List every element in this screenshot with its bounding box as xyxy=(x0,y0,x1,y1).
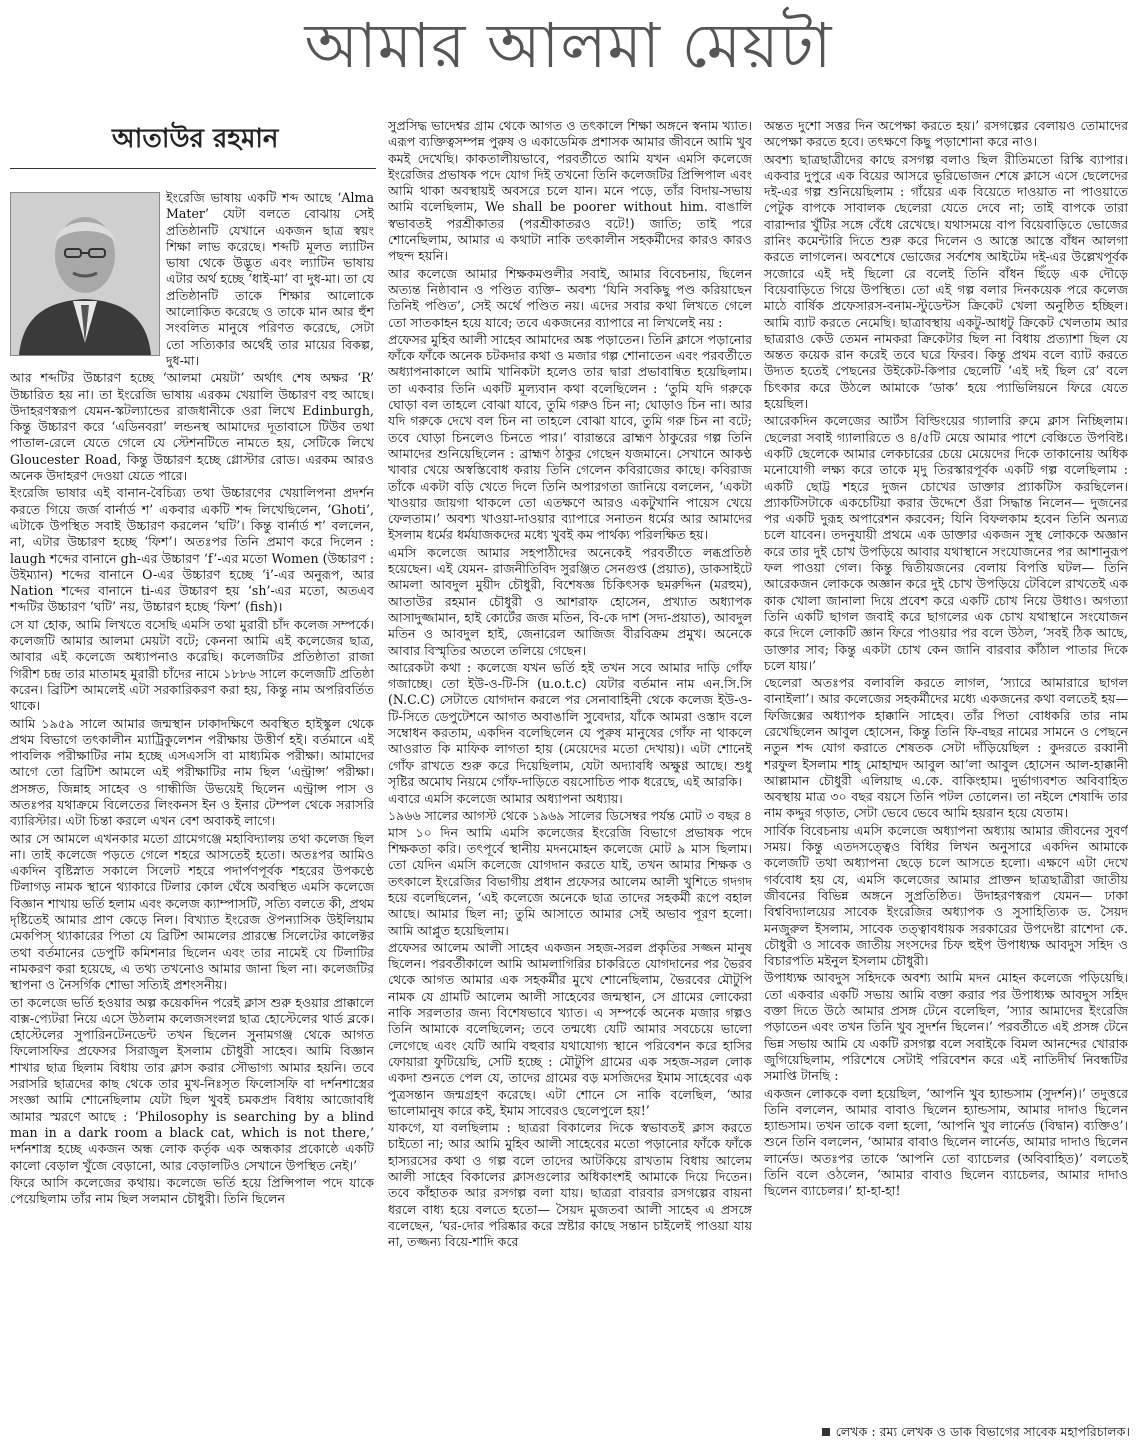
paragraph: ইংরেজি ভাষার এই বানান-বৈচিত্র্য তথা উচ্চারণের খেয়ালিপনা প্রদর্শন করতে গিয়ে জর্জ বার্নার্ড শ’ একবার একটি শব্দ লিখেছিলেন, ‘Ghoti’, এটাকে উপস্থিত সবাই উচ্চারণ করলেন ‘ঘটি’। কিন্তু বার্নার্ড শ’ বললেন, না, এটার উচ্চারণ হচ্ছে ‘ফিশ’। অতঃপর তিনি প্রমাণ করে দিলেন : laugh শব্দের বানানে gh-এর উচ্চারণ ‘f’-এর মতো Women (উচ্চারণ : উইম্যান) শব্দের বানানে O-এর উচ্চারণ হচ্ছে ‘i’-এর অনুরূপ, আর Nation শব্দের বানানে ti-এর উচ্চারণ হয় ‘sh’-এর মতো, অতএব শব্দটির উচ্চারণ ‘ঘটি’ নয়, উচ্চারণ হচ্ছে ‘ফিশ’ (fish)। xyxy=(10,485,374,615)
paragraph: আমি ১৯৫৯ সালে আমার জন্মস্থান ঢাকাদক্ষিণে অবস্থিত হাইস্কুল থেকে প্রথম বিভাগে তৎকালীন ম্যাট্রিকুলেশন পরীক্ষায় উত্তীর্ণ হই। বর্তমানে এই পাবলিক পরীক্ষাটির নাম হচ্ছে এসএসসি বা মাধ্যমিক পরীক্ষা। আমাদের আগে তো ব্রিটিশ আমলে এই পরীক্ষাটির নাম ছিল ‘এন্ট্রান্স’ পরীক্ষা। প্রসঙ্গত, জিন্নাহ সাহেব ও গান্ধীজি উভয়েই ছিলেন এন্ট্রান্স পাস ও অতঃপর যথাক্রমে বিলেতের লিংকনস ইন ও ইনার টেম্পল থেকে সরাসরি ব্যারিস্টার। এটা চিন্তা করলে এখন বেশ অবাকই লাগে। xyxy=(10,715,374,829)
paragraph: এমসি কলেজে আমার সহপাঠীদের অনেকেই পরবর্তীতে লব্ধপ্রতিষ্ঠ হয়েছেন। এই যেমন- রাজনীতিবিদ সুরঞ্জিত সেনগুপ্ত (প্রয়াত), ডাকসাইটে আমলা আবদুল মুয়ীদ চৌধুরী, বিশেষজ্ঞ চিকিৎসক ছমরুদ্দিন (মরহুম), আতাউর রহমান চৌধুরী ও আশরাফ হোসেন, প্রখ্যাত অধ্যাপক আসাদুজ্জামান, হাই কোর্টের জজ মতিন, বি-কে দাশ (সদ্য-প্রয়াত), আবদুল মতিন ও আবদুল হাই, জেনারেল আজিজ বীরবিক্রম প্রমুখ। অনেকে আবার বিস্মৃতির অতলে তলিয়ে গেছেন। xyxy=(388,544,752,658)
paragraph: সার্বিক বিবেচনায় এমসি কলেজে অধ্যাপনা অধ্যায় আমার জীবনের সুবর্ণ সময়। কিন্তু এতদসত্ত্বেও বিধির লিখন অনুসারে একদিন আমাকে কলেজটি তথা অধ্যাপনা ছেড়ে চলে আসতে হলো। এক্ষণে এটা দেখে গর্ববোধ হয় যে, এমসি কলেজের আমার প্রাক্তন ছাত্রছাত্রীরা জাতীয় জীবনের বিভিন্ন অঙ্গনে সুপ্রতিষ্ঠিত। উদাহরণস্বরূপ যেমন— ঢাকা বিশ্ববিদ্যালয়ের সাবেক ইংরেজির অধ্যাপক ও সুসাহিত্যিক ড. সৈয়দ মনজুরুল ইসলাম, সাবেক তত্ত্বাবধায়ক সরকারের উপদেষ্টা রাশেদা কে. চৌধুরী ও সাবেক জাতীয় সংসদের চিফ হুইপ উপাধ্যক্ষ আবদুস সহিদ ও বিচারপতি মইনুল ইসলাম চৌধুরী। xyxy=(764,822,1128,969)
photo-wrap-spacer xyxy=(10,190,166,358)
footnote-text: লেখক : রম্য লেখক ও ডাক বিভাগের সাবেক মহাপরিচালক। xyxy=(835,1424,1130,1439)
paragraph: ছেলেরা অতঃপর বলাবলি করতে লাগল, ‘স্যারে আমারারে ছাগল বানাইলা’। আর কলেজের সহকর্মীদের মধ্যে একজনের কথা বলতেই হয়— ফিজিক্সের অধ্যাপক হাক্কানি সাহেব। তাঁর পিতা বোধকরি তার নাম রেখেছিলেন আবুল হোসেন, কিন্তু তিনি ফি-বছর নামের সামনে ও পেছনে নতুন শব্দ যোগ করাতে শেষতক সেটা দাঁড়িয়েছিল : কুদরতে রব্বানী শরফুল ইসলাম শাহ্ মোহাম্মদ আবুল আ’লা আবুল হোসেন আল-হাক্কানী আল্লামান চৌধুরী এলিয়াছ এ.কে. বাকিংহাম। দুর্ভাগ্যবশত অবিবাহিত অবস্থায় মাত্র ৩০ বছর বয়সে তিনি পটল তোলেন। তা নইলে শেষাব্দি তার নাম কদ্দুর গড়াত, সেটা ভেবে ভেবে আমি হয়রান হয়ে যেতাম। xyxy=(764,675,1128,821)
paragraph: প্রফেসর মুহিব আলী সাহেব আমাদের অঙ্ক পড়াতেন। তিনি ক্লাসে পড়ানোর ফাঁকে ফাঁকে অনেক চটকদার কথা ও মজার গল্প শোনাতেন এবং পরবর্তীতে অধ্যাপনাকালে আমি খানিকটা হলেও তার দ্বারা প্রভাবান্বিত হয়েছিলাম। তা একবার তিনি একটি মূল্যবান কথা বলেছিলেন : ‘তুমি যদি গরুকে ঘোড়া বল তাহলে বোঝা যাবে, তুমি গরুও চিন না; ঘোড়াও চিন না। আর যদি গরুকে দেখে বল চিন না তাহলে বোঝা যাবে, তুমি গরু চিন না বটে; তবে ঘোড়া চিনলেও চিনতে পার।’ বারান্তরে ব্রাহ্মণ ঠাকুরের গল্প তিনি আমাদের শুনিয়েছিলেন : ব্রাহ্মণ ঠাকুর গেছেন যজমানে। সেখানে আকণ্ঠ খাবার খেয়ে অস্বস্তিবোধ করায় তিনি গেলেন কবিরাজের কাছে। কবিরাজ তাঁকে একটা বড়ি খেতে দিলে তিনি অপারগতা জানিয়ে বললেন, ‘একটা খাওয়ার জায়গা থাকলে তো এতক্ষণে আরও একটুখানি পায়েস খেয়ে ফেলতাম।’ অবশ্য খাওয়া-দাওয়ার ব্যাপারে সনাতন ধর্মের আর আমাদের ইসলাম ধর্মের ধর্মযাজকদের মধ্যে খুবই কম পার্থক্য পরিলক্ষিত হয়। xyxy=(388,331,752,543)
paragraph: ১৯৬৬ সালের আগস্ট থেকে ১৯৬৯ সালের ডিসেম্বর পর্যন্ত মোট ৩ বছর ৪ মাস ১০ দিন আমি এমসি কলেজের ইংরেজি বিভাগে প্রভাষক পদে শিক্ষকতা করি। তৎপূর্বে স্থানীয় মদনমোহন কলেজে মোট ৯ মাস ছিলাম। তো যেদিন এমসি কলেজে যোগদান করতে যাই, তখন আমার শিক্ষক ও তৎকালে ইংরেজির বিভাগীয় প্রধান প্রফেসর আলেম আলী খুশিতে গদগদ হয়ে বলেছিলেন, ‘এই কলেজে অনেকে ছাত্র তাদের সহকর্মী রূপে বহাল আছে। আমার ছিল না; তুমি আসাতে আমার সেই অভাব পূরণ হলো। আমি আপ্লুত হয়েছিলাম। xyxy=(388,808,752,938)
paragraph: এবারে এমসি কলেজে আমার অধ্যাপনা অধ্যায়। xyxy=(388,791,623,807)
author-divider xyxy=(10,168,376,169)
paragraph: উপাধ্যক্ষ আবদুস সহিদকে অবশ্য আমি মদন মোহন কলেজে পড়িয়েছি। তো একবার একটি সভায় আমি বক্তা করার পর উপাধ্যক্ষ আবদুস সহিদ বক্তা দিতে উঠে আমার প্রসঙ্গ টেনে বলেছিল, ‘স্যার আমাদের ইংরেজি পড়াতেন এবং তখন তিনি খুব সুদর্শন ছিলেন।’ পরবর্তীতে এই প্রসঙ্গ টেনে ভিন্ন সভায় আমি যে একটি রসগল্প বলে সবাইকে বিমল আনন্দের খোরাক জুগিয়েছিলাম, পরিশেষে সেটাই পরিবেশন করে এই নাতিদীর্ঘ নিবন্ধটির সমাপ্তি টানছি : xyxy=(764,970,1128,1084)
paragraph: অবশ্য ছাত্রছাত্রীদের কাছে রসগল্প বলাও ছিল রীতিমতো রিস্কি ব্যাপার। একবার দুপুরে এক বিয়ের আসরে ভূরিভোজন শেষে ক্লাসে এসে ছেলেদের দই-এর গল্প শুনিয়েছিলাম : গাঁয়ের এক বিয়েতে দাওয়াত না পাওয়াতে পেটুক বাপকে সাবালক ছেলেরা যেতে দেবে না; তাই বাপকে তারা বারান্দার খুঁটির সঙ্গে বেঁধে রেখেছে। যথাসময়ে বাপ বিয়েবাড়িতে ভোজের রানিং কমেন্টারি দিতে শুরু করে দিলেন ও আস্তে আস্তে বাঁধন আলগা করতে লাগলেন। অবশেষে ভোজের সর্বশেষ আইটেম দই-এর উল্লেখপূর্বক সজোরে এই দই ছিলো রে বলেই তিনি বাঁধন ছিঁড়ে এক দৌড়ে বিয়েবাড়িতে গিয়ে উপস্থিত। তো এই গল্প বলার দিনকয়েক পরে কলেজ মাঠে বার্ষিক প্রফেসারস-বনাম-স্টুডেন্টস ক্রিকেট খেলা অনুষ্ঠিত হচ্ছিল। আমি ব্যাট করতে নেমেছি। ছাত্রাবস্থায় একটু-আধটু ক্রিকেট খেলতাম আর ছাত্ররাও কেউ তেমন নামকরা ক্রিকেটার ছিল না বিধায় প্রত্যাশা ছিল যে অন্তত কয়েক রান করেই তবে ঘরে ফিরব। কিন্তু প্রথম বলে ব্যাট করতে উদ্যত হতেই পেছনের উইকেট-কিপার ছেলেটি ‘এই দই ছিল রে’ বলে চিৎকার করে উঠলে আমাকে ‘ডাক’ হয়ে প্যাভিলিয়নে ফিরে যেতে হয়েছিল। xyxy=(764,151,1128,412)
paragraph: ফিরে আসি কলেজের কথায়। কলেজে ভর্তি হয়ে প্রিন্সিপাল পদে যাকে পেয়েছিলাম তাঁর নাম ছিল সলমান চৌধুরী। তিনি ছিলেন xyxy=(10,1174,374,1207)
paragraph: ইংরেজি ভাষায় একটি শব্দ আছে ‘Alma Mater’ যেটা বলতে বোঝায় সেই প্রতিষ্ঠানটি যেখানে একজন ছাত্র স্বয়ং শিক্ষা লাভ করেছে। শব্দটি মূলত ল্যাটিন ভাষা থেকে উদ্ভূত এবং ল্যাটিন ভাষায় এটার অর্থ হচ্ছে ‘ধাই-মা’ বা দুধ-মা। তা যে প্রতিষ্ঠানটি তাকে শিক্ষার আলোকে আলোকিত করেছে ও তাকে মান আর হুঁশ সংবলিত মানুষে পরিণত করেছে, সেটা তো সত্যিকার অর্থেই তার মায়ের বিকল্প, দুধ-মা। xyxy=(166,190,374,368)
column-3 xyxy=(764,118,1128,1418)
paragraph: যাকগে, যা বলছিলাম : ছাত্ররা বিকালের দিকে স্বভাবতই ক্লাস করতে চাইতো না; আর আমি মুহিব আলী সাহেবের মতো পড়ানোর ফাঁকে ফাঁকে হাস্যরসের কথা ও গল্প বলে তাদের আটকিয়ে রাখতাম বিধায় আলেম আলী সাহেব বিকালের ক্লাসগুলোর অধিকাংশই আমাকে দিয়ে দিতেন। তবে কাঁহাতক আর রসগল্প বলা যায়। ছাত্ররা বারবার রসগল্পের বায়না ধরলে বাধ্য হয়ে বলতে হতো— সৈয়দ মুজতবা আলী সাহেব এ প্রসঙ্গে বলেছেন, ‘ঘর-দোর পরিষ্কার করে স্রষ্টার কাছে সন্তান চাইলেই পাওয়া যায় না, তজ্জন্য বিয়ে-শাদি করে xyxy=(388,1120,752,1250)
paragraph: আরেকদিন কলেজের আর্টস বিল্ডিংয়ের গ্যালারি রুমে ক্লাস নিচ্ছিলাম। ছেলেরা সবাই গ্যালারিতে ও ৪/৫টি মেয়ে আমার পাশে বেঞ্চিতে উপবিষ্ট। একটি ছেলেকে আমার লেকচারের চেয়ে মেয়েদের দিকে তাকানোয় অধিক মনোযোগী লক্ষ্য করে তাকে মৃদু তিরস্কারপূর্বক একটি গল্প বলেছিলাম : একটি ছোট্ট শহরে দুজন চোখের ডাক্তার প্র্যাকটিস করছিলেন। প্র্যাকটিসটাকে একচেটিয়া করার উদ্দেশে ওঁরা সিদ্ধান্ত নিলেন— দুজনের পর একটি দুরূহ অপারেশন করবেন; যিনি বিফলকাম হবেন তিনি অন্যত্র চলে যাবেন। তদনুযায়ী প্রথমে এক ডাক্তার একজন সুস্থ লোককে অজ্ঞান করে তার দুই চোখ উপড়িয়ে আবার যথাস্থানে সংযোজনের পর আশানুরূপ ফল পাওয়া গেল। কিন্তু দ্বিতীয়জনের বেলায় বিপত্তি ঘটল— তিনি আরেকজন লোককে অজ্ঞান করে দুই চোখ উপড়িয়ে টেবিলে রাখতেই এক কাক খোলা জানালা দিয়ে প্রবেশ করে একটি চোখ নিয়ে উধাও। অগত্যা তিনি একটি ছাগল জবাই করে ছাগলের এক চোখ যথাস্থানে সংযোজন করে দিলে লোকটি জ্ঞান ফিরে পাওয়ার পর বলে উঠল, ‘সবই ঠিক আছে, ডাক্তার সাব; কিন্তু একটা চোখ কেন জানি বারবার কাঁঠাল পাতার দিকে চলে যায়।’ xyxy=(764,413,1128,673)
paragraph: আরেকটা কথা : কলেজে যখন ভর্তি হই তখন সবে আমার দাড়ি গোঁফ গজাচ্ছে। তো ইউ-ও-টি-সি (u.o.t.c) যেটার বর্তমান নাম এন.সি.সি (N.C.C) সেটাতে যোগদান করলে পর সেনাবাহিনী থেকে কলেজ ইউ-ও-টি-সিতে ডেপুটেশনে আগত অবাঙালি সুবেদার, যাঁকে আমরা ওস্তাদ বলে সম্বোধন করতাম, একদিন বলেছিলেন যে পুরুষ মানুষের গোঁফ না থাকলে আওরাত কি মাফিক লাগতা হায় (মেয়েদের মতো দেখায়)। এটা শোনেই গোঁফ রাখতে শুরু করে দিয়েছিলাম, যেটা অদ্যাবধি অক্ষুণ্ণ আছে। শুধু সৃষ্টির অমোঘ নিয়মে গোঁফ-দাড়িতে বয়সোচিত পাক ধরেছে, এই আরকি। xyxy=(388,659,752,789)
paragraph: আর সে আমলে এখনকার মতো গ্রামেগঞ্জে মহাবিদ্যালয় তথা কলেজ ছিল না। তাই কলেজে পড়তে গেলে শহরে আসতেই হতো। অতঃপর আমিও একদিন বৃষ্টিস্নাত সকালে সিলেট শহরে পদার্পণপূর্বক শহরের উপকণ্ঠে টিলাগড় নামক স্থানে থ্যাকারে টিলার কোল ঘেঁষে অবস্থিত এমসি কলেজে বিজ্ঞান শাখায় ভর্তি হলাম এবং কলেজ ক্যাম্পাসটি, সত্যি বলতে কী, প্রথম দৃষ্টিতেই আমার প্রাণ কেড়ে নিল। বিখ্যাত ইংরেজ ঔপন্যাসিক উইলিয়াম মেকপিস্ থ্যাকারের পিতা যে ব্রিটিশ আমলের প্রারম্ভে সিলেটের কালেক্টর তথা বর্তমানের ডেপুটি কমিশনার ছিলেন এবং তার নামেই যে টিলাটির নামকরণ করা হয়েছে, এ তথ্য তখনোও আমার জানা ছিল না। কলেজটির স্থাপনা ও নৈসর্গিক শোভা সত্যিই প্রশংসনীয়। xyxy=(10,830,374,993)
paragraph: একজন লোককে বলা হয়েছিল, ‘আপনি খুব হ্যান্ডসাম (সুদর্শন)।’ তদুত্তরে তিনি বললেন, আমার বাবাও ছিলেন হ্যান্ডসাম, আমার দাদাও ছিলেন হ্যান্ডসাম। তখন তাকে বলা হলো, ‘আপনি খুব লার্নেড (বিদ্বান) ব্যক্তিও’। শুনে তিনি বললেন, ‘আমার বাবাও ছিলেন লার্নেড, আমার দাদাও ছিলেন লার্নেড। অতঃপর তাকে ‘আপনি তো ব্যাচেলর (অবিবাহিত)’ বলতেই তিনি বলে ওঠলেন, ‘আমার বাবাও ছিলেন ব্যাচেলর, আমার দাদাও ছিলেন ব্যাচেলর।’ হা-হা-হা! xyxy=(764,1085,1128,1199)
author-name: আতাউর রহমান xyxy=(112,124,279,154)
paragraph: অন্তত দুশো সত্তর দিন অপেক্ষা করতে হয়।’ রসগল্পের বেলায়ও তোমাদের অপেক্ষা করতে হবে। তৎক্ষণে কিছু পড়াশোনা করে নাও। xyxy=(764,118,1128,150)
paragraph: প্রফেসর আলেম আলী সাহেব একজন সহজ-সরল প্রকৃতির সজ্জন মানুষ ছিলেন। পরবর্তীকালে আমি আমলাগিরির চাকরিতে যোগদানের পর ভৈরব থেকে আগত আমার এক সহকর্মীর মুখে শোনেছিলাম, ভৈরবের মৌটুপি নামক যে গ্রামটি আলেম আলী সাহেবের জন্মস্থান, সে গ্রামের লোকেরা নাকি সরলতার জন্য বিশেষভাবে খ্যাত। এ সম্পর্কে অনেক মজার গল্পও তিনি আমাকে বলেছিলেন; তবে তন্মধ্যে যেটি আমার সবচেয়ে ভালো লেগেছে এবং যেটি আমি বহুবার যথাযোগ্য স্থানে পরিবেশন করে হাসির ফোয়ারা ফুটিয়েছি, সেটি হচ্ছে : মৌটুপি গ্রামের এক সহজ-সরল লোক একদা শুনতে পেল যে, তাদের গ্রামের বড় মসজিদের ইমাম সাহেবের এক পুত্রসন্তান জন্মগ্রহণ করেছে। এটা শোনে সে নাকি বলেছিল, ‘আর ভালোমানুষ কারে কই, ইমাম সাবেরও ছেলেপুলে হয়!’ xyxy=(388,939,752,1118)
article-title: আমার আলমা মেয়টা xyxy=(304,9,833,82)
paragraph: সে যা হোক, আমি লিখতে বসেছি এমসি তথা মুরারী চাঁদ কলেজ সম্পর্কে। কলেজটি আমার আলমা মেয়টা বটে; কেননা আমি এই কলেজের ছাত্র, আবার এই কলেজে অধ্যাপনাও করেছি। কলেজটির প্রতিষ্ঠাতা রাজা গিরীশ চন্দ্র তার মাতামহ মুরারী চাঁদের নামে ১৮৮৬ সালে কলেজটি প্রতিষ্ঠা করেন। ব্রিটিশ আমলেই এটা সরকারিকরণ করা হয়, কিন্তু নাম অপরিবর্তিত থাকে। xyxy=(10,616,374,714)
column-2 xyxy=(388,118,752,1418)
paragraph: আর শব্দটির উচ্চারণ হচ্ছে ‘আলমা মেয়টা’ অর্থাৎ শেষ অক্ষর ‘R’ উচ্চারিত হয় না। তা ইংরেজি ভাষায় এরকম খেয়ালি উচ্চারণ বহু আছে। উদাহরণস্বরূপ যেমন-স্কটল্যান্ডের রাজধানীকে ওরা লিখে Edinburgh, কিন্তু উচ্চারণ করে ‘এডিনবরা’ লন্ডনস্থ আমাদের দূতাবাসে টিউব তথা পাতাল-রেলে যেতে গেলে যে স্টেশনটিতে নামতে হয়, সেটিকে লিখে Gloucester Road, কিন্তু উচ্চারণ হচ্ছে গ্লোস্টার রোড। এরকম আরও অনেক উদাহরণ দেওয়া যেতে পারে। xyxy=(10,370,374,484)
bullet-square-icon xyxy=(822,1428,830,1436)
author-footnote xyxy=(785,1424,1130,1440)
column-1 xyxy=(10,190,374,1420)
paragraph: আর কলেজে আমার শিক্ষকমণ্ডলীর সবাই, আমার বিবেচনায়, ছিলেন অত্যন্ত নিষ্ঠাবান ও পণ্ডিত ব্যক্তি– অবশ্য ‘যিনি সবকিছু পণ্ড করিয়াছেন তিনিই পণ্ডিত’, সেই অর্থে পণ্ডিত নয়। এদের সবার কথা লিখতে গেলে তো সাতকাহন হয়ে যাবে; তবে একজনের ব্যাপারে না লিখলেই নয় : xyxy=(388,265,752,330)
paragraph: সুপ্রসিদ্ধ ভাদেশ্বর গ্রাম থেকে আগত ও তৎকালে শিক্ষা অঙ্গনে স্বনাম খ্যাত। এরূপ ব্যক্তিত্বসম্পন্ন পুরুষ ও একাডেমিক প্রশাসক আমার জীবনে আমি খুব কমই দেখেছি। কাকতালীয়ভাবে, পরবর্তীতে আমি যখন এমসি কলেজে ইংরেজির প্রভাষক পদে যোগ দিই তখনো তিনি কলেজটির প্রিন্সিপাল এবং আমি থাকা অবস্থায়ই অবসরে চলে যান। মনে পড়ে, তাঁর বিদায়-সভায় আমি বলেছিলাম, We shall be poorer without him. বাঙালি স্বভাবতই পরশ্রীকাতর (পরশ্রীকাতরও বটে!) জাতি; তাই পরে শোনেছিলাম, আমার এ কথাটা নাকি তৎকালীন সহকর্মীদের কারও কারও পছন্দ হয়নি। xyxy=(388,118,752,264)
paragraph: তা কলেজে ভর্তি হওয়ার অল্প কয়েকদিন পরেই ক্লাস শুরু হওয়ার প্রাক্কালে বাক্স-প্যেটরা নিয়ে এসে উঠলাম কলেজসংলগ্ন ছাত্র হোস্টেলের থার্ড ব্লকে। হোস্টেলের সুপারিনটেনডেন্ট তখন ছিলেন সুনামগঞ্জ থেকে আগত ফিলোসফির প্রফেসর সিরাজুল ইসলাম চৌধুরী সাহেব। আমি বিজ্ঞান শাখার ছাত্র ছিলাম বিধায় তার ক্লাস করার সৌভাগ্য আমার হয়নি। তবে সরাসরি ছাত্রদের কাছ থেকে তার মুখ-নিঃসৃত ফিলোসফি বা দর্শনশাস্ত্রের সংজ্ঞা আমি শোনেছিলাম যেটা ছিল খুবই চমকপ্রদ বিধায় আজোবধি আমার স্মরণে আছে : ‘Philosophy is searching by a blind man in a dark room a black cat, which is not there,’ দর্শনশাস্ত্র হচ্ছে একজন অন্ধ লোক কর্তৃক এক অন্ধকার প্রকোষ্ঠে একটি কালো বেড়াল খুঁজে বেড়ানো, আর বেড়ালটিও সেখানে উপস্থিত নেই।’ xyxy=(10,994,374,1173)
